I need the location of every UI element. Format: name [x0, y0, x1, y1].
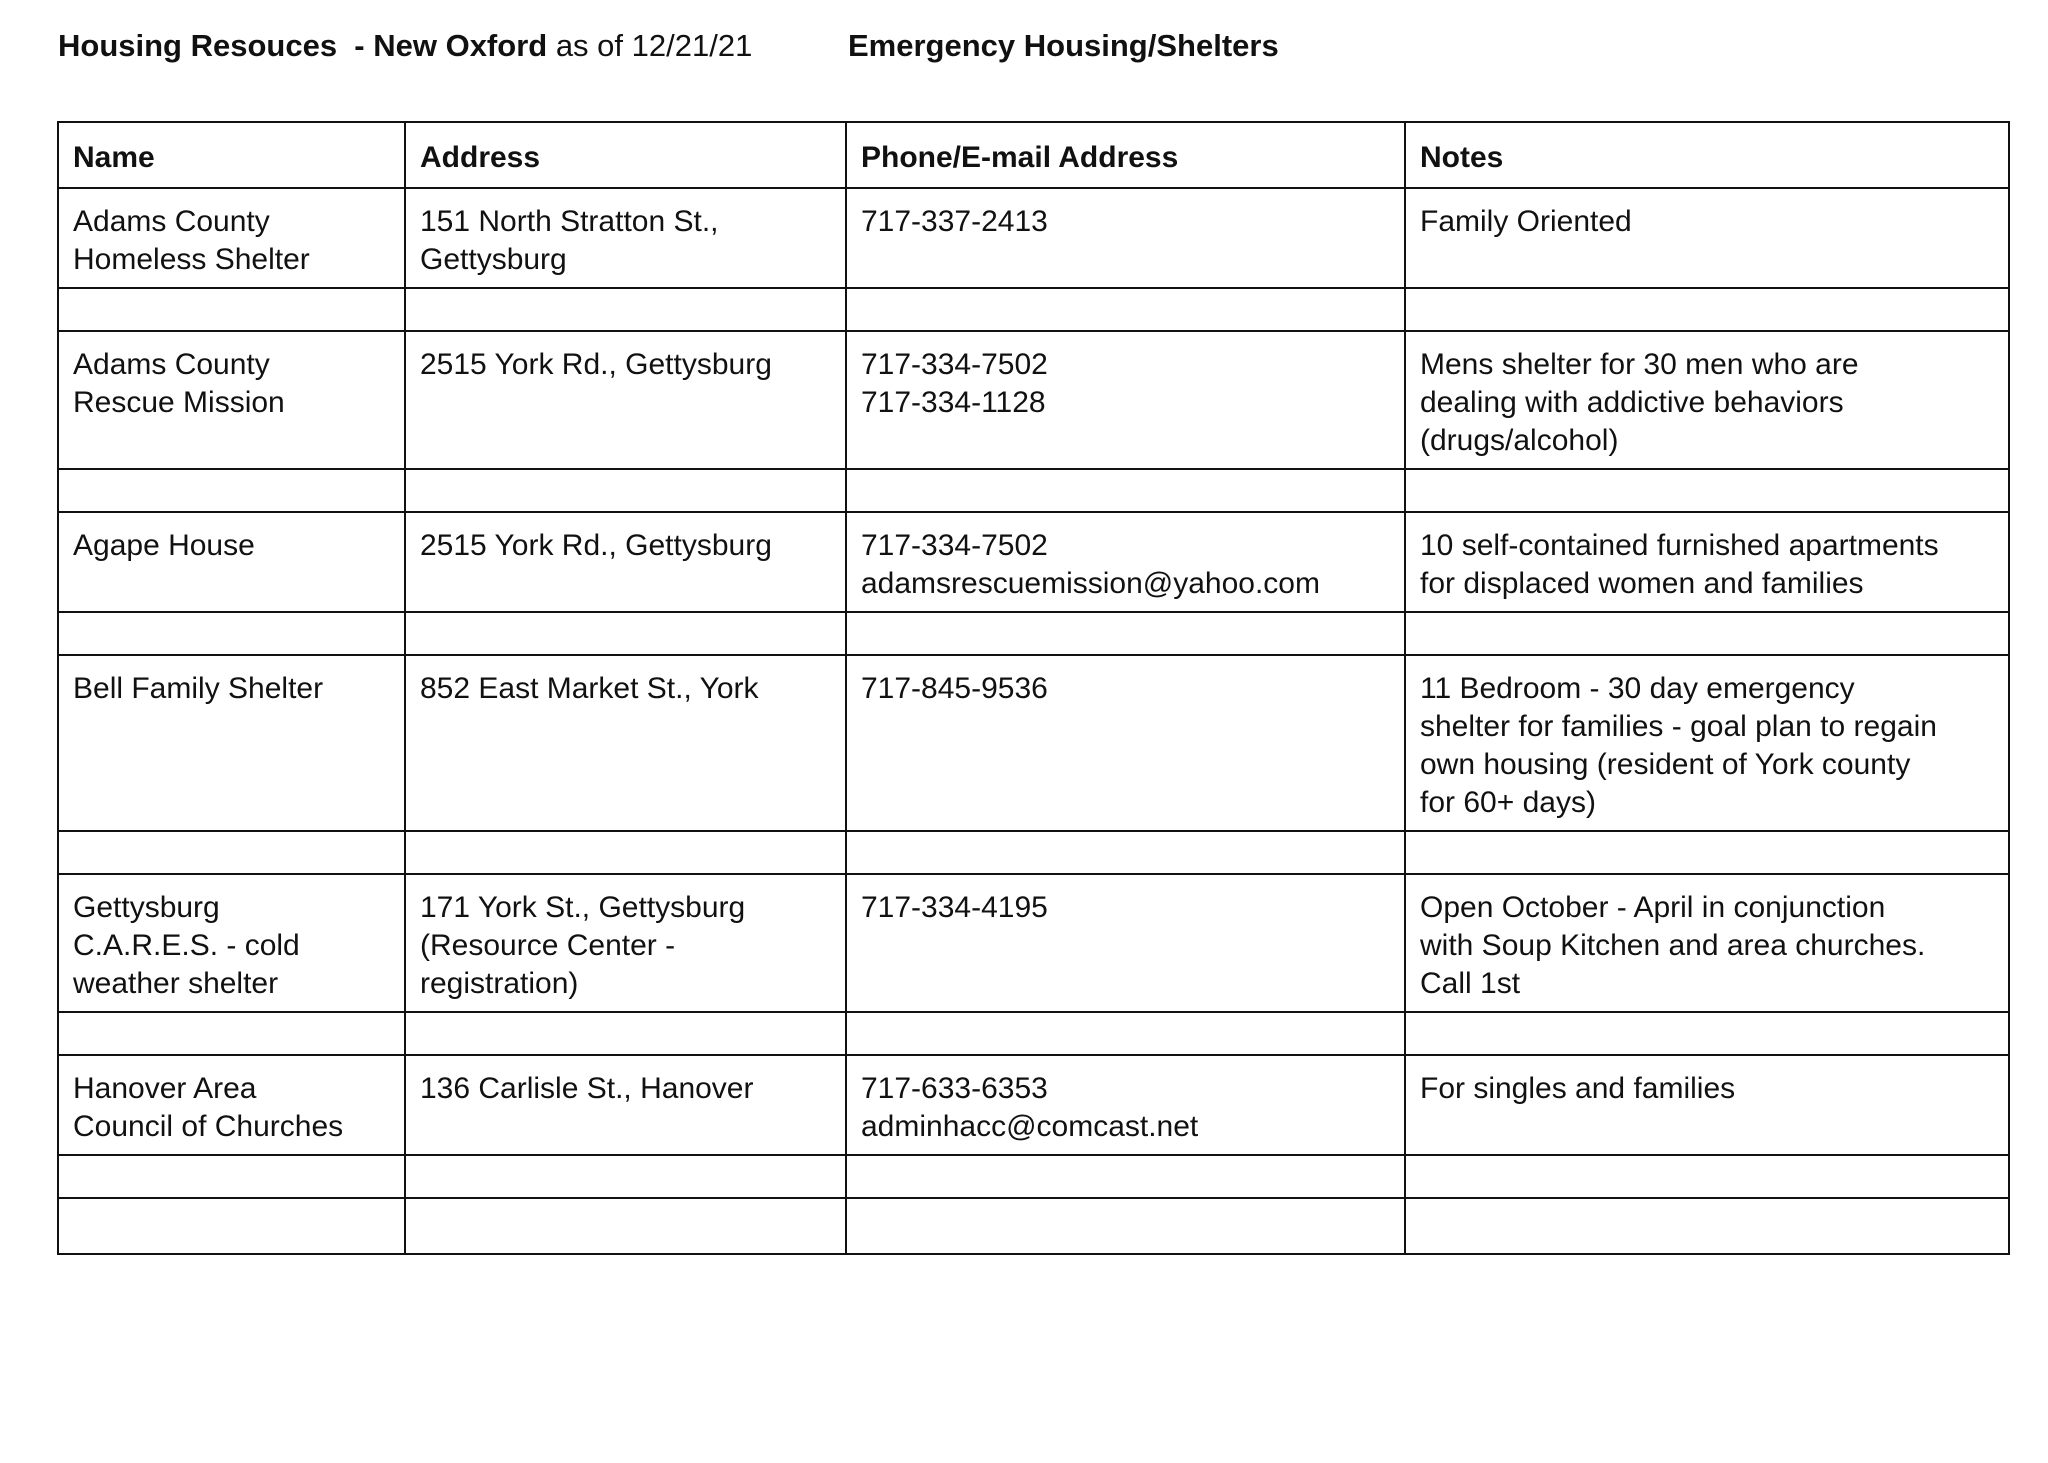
- table-row: [58, 188, 2009, 288]
- empty-cell: [1405, 831, 2009, 874]
- cell-address: [405, 874, 846, 1012]
- cell-notes-line: (drugs/alcohol): [1420, 424, 1619, 457]
- table-body: [58, 188, 2009, 1254]
- cell-notes: [1405, 874, 2009, 1012]
- empty-cell: [1405, 1198, 2009, 1254]
- cell-contact-line: 717-337-2413: [861, 205, 1048, 238]
- cell-notes: [1405, 655, 2009, 831]
- cell-notes-line: Mens shelter for 30 men who are: [1420, 348, 1859, 381]
- empty-cell: [58, 612, 405, 655]
- header-address: Address: [405, 122, 846, 188]
- empty-cell: [58, 1155, 405, 1198]
- cell-name-line: Bell Family Shelter: [73, 672, 324, 705]
- empty-row: [58, 1012, 2009, 1055]
- cell-address: [405, 1055, 846, 1155]
- empty-row: [58, 288, 2009, 331]
- cell-name: [58, 1055, 405, 1155]
- empty-cell: [405, 1198, 846, 1254]
- empty-cell: [1405, 288, 2009, 331]
- cell-address-line: Gettysburg: [420, 243, 567, 276]
- table-row: [58, 1055, 2009, 1155]
- empty-cell: [58, 288, 405, 331]
- empty-cell: [846, 469, 1405, 512]
- cell-notes-line: 10 self-contained furnished apartments: [1420, 529, 1939, 562]
- cell-name-line: Gettysburg: [73, 891, 220, 924]
- cell-contact-line: 717-334-7502: [861, 348, 1048, 381]
- cell-contact-line: 717-334-4195: [861, 891, 1048, 924]
- cell-notes: [1405, 331, 2009, 469]
- cell-notes-line: own housing (resident of York county: [1420, 748, 1911, 781]
- cell-name: [58, 188, 405, 288]
- cell-name-line: Council of Churches: [73, 1110, 344, 1143]
- cell-name-line: C.A.R.E.S. - cold: [73, 929, 300, 962]
- cell-address-line: 136 Carlisle St., Hanover: [420, 1072, 754, 1105]
- title-org: Housing Resouces - New Oxford: [58, 28, 548, 63]
- cell-contact: [846, 512, 1405, 612]
- table-row: [58, 655, 2009, 831]
- cell-contact-line[interactable]: adamsrescuemission@yahoo.com: [861, 567, 1320, 600]
- header-notes: Notes: [1405, 122, 2009, 188]
- section-title: Emergency Housing/Shelters: [848, 28, 1279, 63]
- cell-name-line: Adams County: [73, 205, 270, 238]
- cell-contact: [846, 655, 1405, 831]
- cell-notes-line: Call 1st: [1420, 967, 1521, 1000]
- empty-cell: [405, 1012, 846, 1055]
- cell-notes-line: shelter for families - goal plan to regain: [1420, 710, 1937, 743]
- empty-row: [58, 831, 2009, 874]
- cell-notes-line: Open October - April in conjunction: [1420, 891, 1886, 924]
- cell-name: [58, 331, 405, 469]
- cell-name-line: Agape House: [73, 529, 255, 562]
- cell-notes-line: for 60+ days): [1420, 786, 1596, 819]
- cell-address: [405, 331, 846, 469]
- table-row: [58, 512, 2009, 612]
- cell-contact-line[interactable]: adminhacc@comcast.net: [861, 1110, 1199, 1143]
- empty-row: [58, 612, 2009, 655]
- cell-contact-line: 717-334-7502: [861, 529, 1048, 562]
- cell-address: [405, 188, 846, 288]
- cell-address: [405, 512, 846, 612]
- cell-notes-line: Family Oriented: [1420, 205, 1632, 238]
- empty-cell: [1405, 1012, 2009, 1055]
- cell-address-line: 852 East Market St., York: [420, 672, 759, 705]
- cell-contact: [846, 331, 1405, 469]
- cell-contact-line: 717-845-9536: [861, 672, 1048, 705]
- cell-address: [405, 655, 846, 831]
- empty-cell: [1405, 469, 2009, 512]
- cell-contact: [846, 1055, 1405, 1155]
- empty-cell: [1405, 612, 2009, 655]
- document-title: [58, 28, 1279, 64]
- cell-name-line: Hanover Area: [73, 1072, 257, 1105]
- cell-name: [58, 874, 405, 1012]
- table-header-row: [58, 122, 2009, 188]
- cell-contact: [846, 874, 1405, 1012]
- cell-contact-line: 717-633-6353: [861, 1072, 1048, 1105]
- empty-cell: [846, 612, 1405, 655]
- cell-notes-line: For singles and families: [1420, 1072, 1736, 1105]
- empty-row: [58, 1198, 2009, 1254]
- cell-address-line: 151 North Stratton St.,: [420, 205, 719, 238]
- cell-name-line: weather shelter: [73, 967, 279, 1000]
- cell-name-line: Rescue Mission: [73, 386, 285, 419]
- shelters-table: [57, 121, 2010, 1255]
- empty-cell: [846, 1155, 1405, 1198]
- empty-cell: [846, 1012, 1405, 1055]
- empty-cell: [846, 831, 1405, 874]
- cell-notes-line: 11 Bedroom - 30 day emergency: [1420, 672, 1855, 705]
- title-date: as of 12/21/21: [547, 28, 753, 63]
- empty-cell: [1405, 1155, 2009, 1198]
- empty-cell: [58, 1198, 405, 1254]
- header-name: Name: [58, 122, 405, 188]
- empty-cell: [405, 612, 846, 655]
- table-row: [58, 331, 2009, 469]
- cell-name: [58, 655, 405, 831]
- empty-cell: [846, 288, 1405, 331]
- cell-address-line: registration): [420, 967, 579, 1000]
- cell-address-line: 2515 York Rd., Gettysburg: [420, 348, 772, 381]
- empty-row: [58, 469, 2009, 512]
- cell-name: [58, 512, 405, 612]
- empty-row: [58, 1155, 2009, 1198]
- cell-notes-line: dealing with addictive behaviors: [1420, 386, 1844, 419]
- cell-notes: [1405, 1055, 2009, 1155]
- cell-contact-line: 717-334-1128: [861, 386, 1046, 419]
- cell-address-line: (Resource Center -: [420, 929, 676, 962]
- empty-cell: [58, 1012, 405, 1055]
- cell-address-line: 2515 York Rd., Gettysburg: [420, 529, 772, 562]
- cell-name-line: Homeless Shelter: [73, 243, 310, 276]
- cell-contact: [846, 188, 1405, 288]
- empty-cell: [405, 1155, 846, 1198]
- cell-notes-line: for displaced women and families: [1420, 567, 1864, 600]
- cell-notes: [1405, 188, 2009, 288]
- empty-cell: [405, 831, 846, 874]
- empty-cell: [58, 831, 405, 874]
- cell-notes: [1405, 512, 2009, 612]
- empty-cell: [58, 469, 405, 512]
- table-row: [58, 874, 2009, 1012]
- empty-cell: [405, 469, 846, 512]
- empty-cell: [846, 1198, 1405, 1254]
- cell-name-line: Adams County: [73, 348, 270, 381]
- empty-cell: [405, 288, 846, 331]
- cell-address-line: 171 York St., Gettysburg: [420, 891, 746, 924]
- cell-notes-line: with Soup Kitchen and area churches.: [1420, 929, 1926, 962]
- header-contact: Phone/E-mail Address: [846, 122, 1405, 188]
